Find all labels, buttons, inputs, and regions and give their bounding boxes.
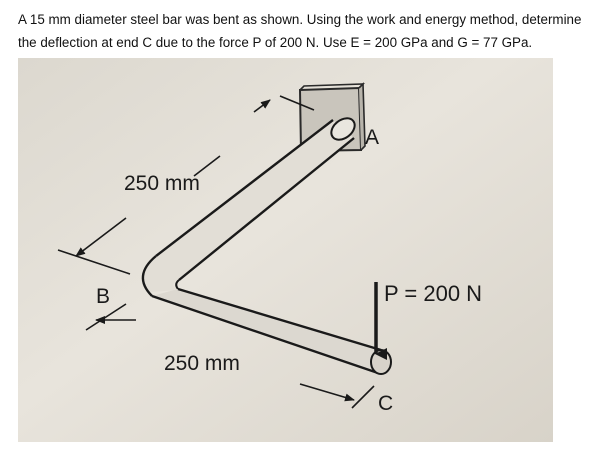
problem-statement bbox=[18, 8, 593, 54]
dimension-label-lower: 250 mm bbox=[164, 352, 240, 375]
force-label: P = 200 N bbox=[384, 281, 483, 306]
point-label-c: C bbox=[378, 392, 394, 415]
problem-line-1: A 15 mm diameter steel bar was bent as shown. Using the work and energy method, determine bbox=[18, 12, 582, 27]
problem-line-2: the deflection at end C due to the force P of 200 N. Use E = 200 GPa and G = 77 GPa. bbox=[18, 35, 533, 50]
point-label-a: A bbox=[365, 126, 380, 149]
point-label-b: B bbox=[96, 285, 111, 308]
photo-background bbox=[18, 58, 553, 442]
dimension-label-upper: 250 mm bbox=[124, 172, 200, 195]
bent-bar-figure bbox=[18, 58, 553, 442]
